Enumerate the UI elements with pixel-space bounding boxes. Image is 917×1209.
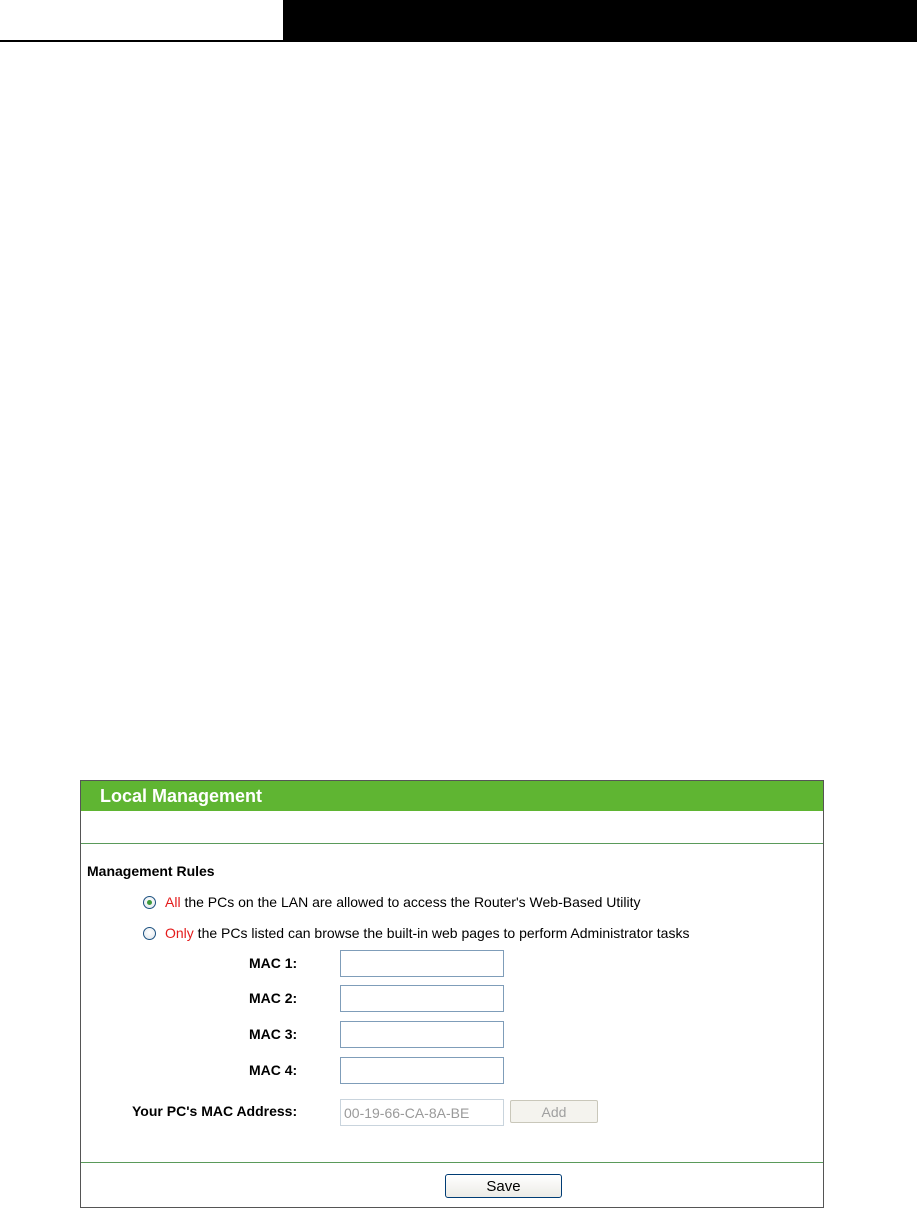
radio-all[interactable] (143, 896, 156, 909)
add-button[interactable]: Add (510, 1100, 598, 1123)
section-title: Management Rules (87, 863, 215, 879)
mac-1-input[interactable] (340, 950, 504, 977)
pc-mac-input[interactable] (340, 1099, 504, 1126)
mac-4-input[interactable] (340, 1057, 504, 1084)
option-only-label (165, 925, 689, 941)
save-button[interactable]: Save (445, 1174, 562, 1198)
option-only-highlight: Only (165, 925, 194, 941)
divider-bottom (81, 1162, 823, 1163)
top-banner-right (283, 0, 917, 42)
panel-title: Local Management (81, 781, 823, 811)
mac-2-label: MAC 2: (249, 990, 298, 1006)
mac-3-input[interactable] (340, 1021, 504, 1048)
option-only-row[interactable] (143, 925, 689, 941)
mac-4-label: MAC 4: (249, 1062, 298, 1078)
option-all-text: the PCs on the LAN are allowed to access the Router's Web-Based Utility (180, 894, 641, 910)
mac-3-label: MAC 3: (249, 1026, 298, 1042)
local-management-panel (80, 780, 824, 1208)
top-banner-left (0, 0, 283, 42)
option-only-text: the PCs listed can browse the built-in web pages to perform Administrator tasks (193, 925, 690, 941)
mac-1-label: MAC 1: (249, 955, 298, 971)
mac-2-input[interactable] (340, 985, 504, 1012)
option-all-label (165, 894, 641, 910)
pc-mac-label: Your PC's MAC Address: (132, 1103, 298, 1119)
option-all-highlight: All (165, 894, 181, 910)
radio-only[interactable] (143, 927, 156, 940)
divider-top (81, 843, 823, 844)
option-all-row[interactable] (143, 894, 641, 910)
